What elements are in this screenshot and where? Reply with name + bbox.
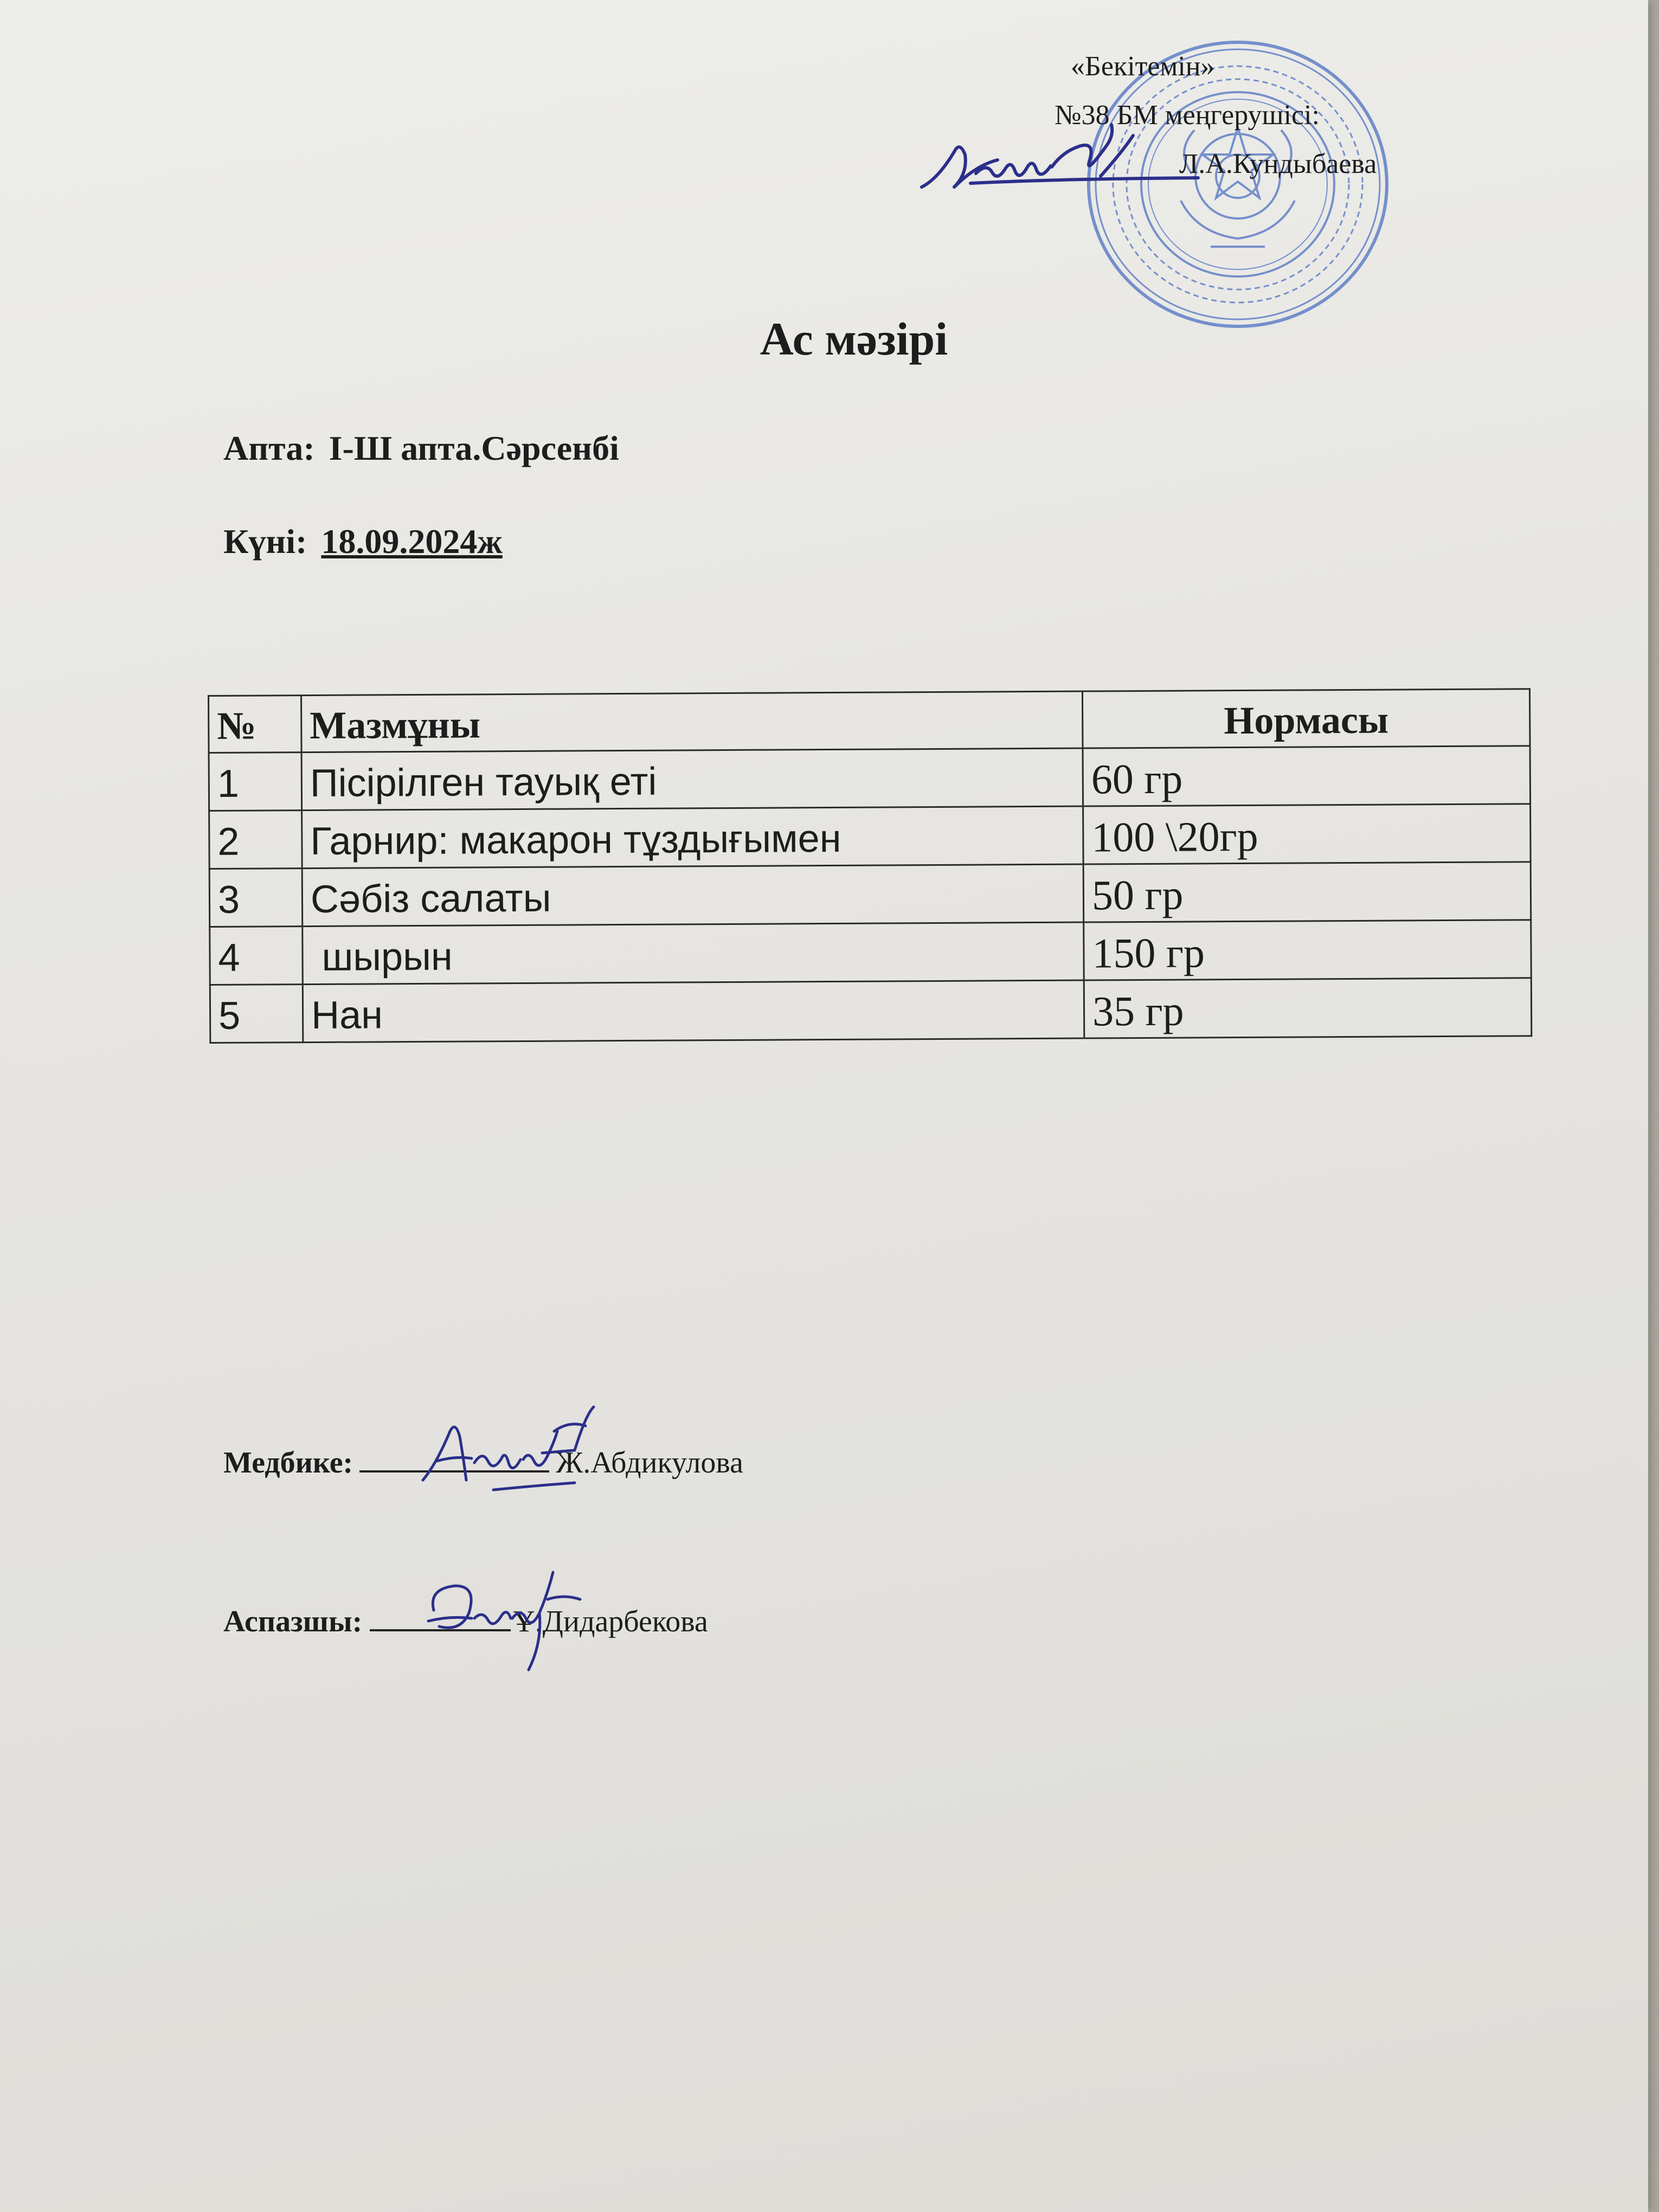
table-header-row: [209, 689, 1531, 753]
approval-title: «Бекітемін»: [1071, 51, 1215, 82]
row-norm: 60 гр: [1083, 746, 1531, 806]
date-value: 18.09.2024ж: [321, 522, 503, 561]
table-row: [210, 978, 1532, 1043]
row-dish: Пісірілген тауық еті: [301, 748, 1083, 811]
row-dish: Нан: [303, 980, 1084, 1043]
cook-signature: [417, 1561, 591, 1675]
table-row: [209, 746, 1531, 811]
week-value: І-Ш апта.Сәрсенбі: [329, 429, 619, 467]
cook-name: Ұ.Дидарбекова: [513, 1605, 708, 1638]
row-norm: 35 гр: [1084, 978, 1532, 1038]
page-title: Ас мәзірі: [760, 313, 948, 365]
week-line: [223, 428, 619, 468]
week-label: Апта:: [223, 429, 315, 467]
table-row: [210, 920, 1532, 985]
row-number: 4: [210, 927, 303, 985]
date-label: Күні:: [223, 522, 307, 561]
row-number: 5: [210, 985, 303, 1043]
row-dish: шырын: [303, 922, 1084, 985]
header-norm: Нормасы: [1082, 689, 1530, 748]
table-row: [209, 804, 1531, 869]
header-number: №: [209, 696, 302, 753]
row-norm: 50 гр: [1083, 862, 1531, 922]
nurse-signature: [412, 1399, 607, 1502]
row-dish: Сәбіз салаты: [302, 864, 1084, 927]
table-row: [209, 862, 1531, 927]
approval-director-name: Л.А.Кундыбаева: [1179, 149, 1377, 179]
approval-position: №38 БМ меңгерушісі:: [1054, 100, 1320, 131]
header-content: Мазмұны: [301, 691, 1083, 753]
row-number: 1: [209, 753, 302, 811]
director-signature: [916, 114, 1220, 206]
nurse-role-label: Медбике:: [223, 1446, 353, 1480]
cook-role-label: Аспазшы:: [223, 1605, 363, 1638]
row-norm: 100 \20гр: [1083, 804, 1531, 864]
nurse-name: Ж.Абдикулова: [556, 1446, 743, 1480]
row-number: 2: [209, 811, 303, 869]
row-number: 3: [209, 869, 303, 927]
row-dish: Гарнир: макарон тұздығымен: [302, 806, 1084, 869]
date-line: [223, 522, 503, 562]
row-norm: 150 гр: [1084, 920, 1532, 980]
menu-table: [208, 688, 1532, 1044]
